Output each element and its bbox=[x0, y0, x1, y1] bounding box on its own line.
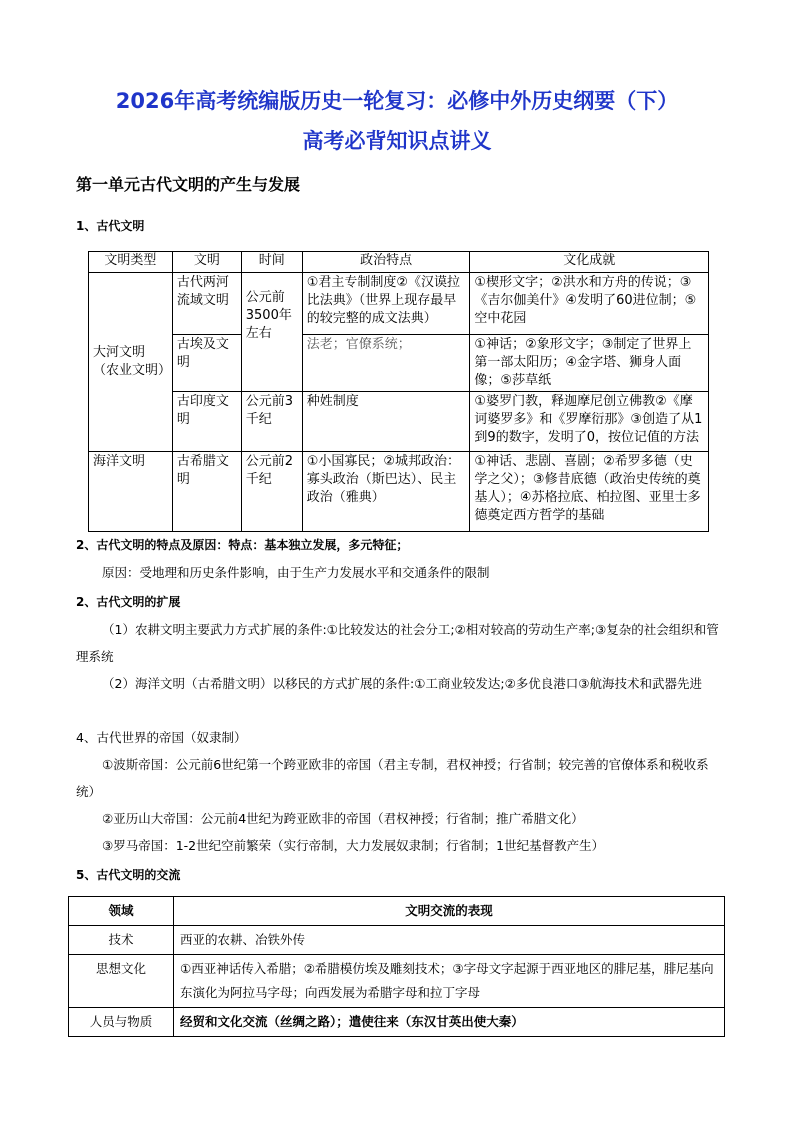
col-header-politics: 政治特点 bbox=[302, 252, 470, 273]
section3-paragraph1: （1）农耕文明主要武力方式扩展的条件:①比较发达的社会分工;②相对较高的劳动生产率;③复杂的社会组织和管理系统 bbox=[76, 622, 719, 664]
list-item: ③罗马帝国：1-2世纪空前繁荣（实行帝制，大力发展奴隶制；行省制；1世纪基督教产生） bbox=[102, 838, 605, 853]
section1-heading: 1、古代文明 bbox=[76, 219, 145, 233]
section5-heading: 5、古代文明的交流 bbox=[76, 868, 181, 882]
civ-cell: 古代两河流域文明 bbox=[172, 273, 241, 335]
section4-heading: 4、古代世界的帝国（奴隶制） bbox=[76, 730, 247, 745]
table-row bbox=[89, 452, 709, 532]
type-cell-ocean: 海洋文明 bbox=[89, 452, 173, 532]
civ-cell: 古印度文明 bbox=[172, 392, 241, 452]
politics-cell: ①小国寡民；②城邦政治：寡头政治（斯巴达）、民主政治（雅典） bbox=[302, 452, 470, 532]
field-cell: 人员与物质 bbox=[69, 1008, 174, 1037]
table-row bbox=[69, 955, 725, 1008]
col-header-civ: 文明 bbox=[172, 252, 241, 273]
document-title-line2: 高考必背知识点讲义 bbox=[302, 129, 492, 153]
type-cell-river: 大河文明（农业文明） bbox=[89, 273, 173, 452]
culture-cell: ①楔形文字；②洪水和方舟的传说；③《吉尔伽美什》④发明了60进位制；⑤空中花园 bbox=[470, 273, 709, 335]
table-row bbox=[89, 273, 709, 335]
civ-cell: 古埃及文明 bbox=[172, 335, 241, 392]
time-cell: 公元前2千纪 bbox=[241, 452, 302, 532]
table-row bbox=[89, 392, 709, 452]
table-row bbox=[69, 1008, 725, 1037]
ancient-civilizations-table bbox=[88, 251, 709, 532]
culture-cell: ①神话、悲剧、喜剧；②希罗多德（史学之父）；③修昔底德（政治史传统的奠基人）；④苏格拉底、柏拉图、亚里士多德奠定西方哲学的基础 bbox=[470, 452, 709, 532]
civilization-exchange-table bbox=[68, 896, 725, 1037]
politics-cell: 种姓制度 bbox=[302, 392, 470, 452]
list-item: ②亚历山大帝国：公元前4世纪为跨亚欧非的帝国（君权神授；行省制；推广希腊文化） bbox=[102, 811, 584, 826]
unit-title: 第一单元古代文明的产生与发展 bbox=[76, 175, 301, 194]
politics-cell: 法老；官僚系统； bbox=[302, 335, 470, 392]
section3-heading: 2、古代文明的扩展 bbox=[76, 595, 181, 609]
col-header-type: 文明类型 bbox=[89, 252, 173, 273]
field-cell: 技术 bbox=[69, 926, 174, 955]
content-cell: 经贸和文化交流（丝绸之路）；遣使往来（东汉甘英出使大秦） bbox=[174, 1008, 725, 1037]
table-row bbox=[69, 926, 725, 955]
table-header-row bbox=[69, 897, 725, 926]
politics-cell: ①君主专制制度②《汉谟拉比法典》（世界上现存最早的较完整的成文法典） bbox=[302, 273, 470, 335]
section2-reason: 原因：受地理和历史条件影响，由于生产力发展水平和交通条件的限制 bbox=[102, 565, 490, 580]
section4 bbox=[76, 724, 722, 859]
section3-paragraph2: （2）海洋文明（古希腊文明）以移民的方式扩展的条件:①工商业较发达;②多优良港口③航海技术和武器先进 bbox=[102, 676, 702, 691]
section2-heading: 2、古代文明的特点及原因：特点：基本独立发展，多元特征； bbox=[76, 538, 409, 552]
time-cell: 公元前3500年左右 bbox=[241, 273, 302, 392]
table-header-row bbox=[89, 252, 709, 273]
section3 bbox=[76, 589, 722, 697]
col-header-content: 文明交流的表现 bbox=[174, 897, 725, 926]
content-cell: ①西亚神话传入希腊；②希腊模仿埃及雕刻技术；③字母文字起源于西亚地区的腓尼基，腓尼基向东演化为阿拉马字母；向西发展为希腊字母和拉丁字母 bbox=[174, 955, 725, 1008]
col-header-culture: 文化成就 bbox=[470, 252, 709, 273]
field-cell: 思想文化 bbox=[69, 955, 174, 1008]
list-item: ①波斯帝国：公元前6世纪第一个跨亚欧非的帝国（君主专制，君权神授；行省制；较完善的官僚体系和税收系统） bbox=[76, 757, 709, 799]
col-header-time: 时间 bbox=[241, 252, 302, 273]
time-cell: 公元前3千纪 bbox=[241, 392, 302, 452]
civ-cell: 古希腊文明 bbox=[172, 452, 241, 532]
content-cell: 西亚的农耕、冶铁外传 bbox=[174, 926, 725, 955]
document-title-line1: 2026年高考统编版历史一轮复习：必修中外历史纲要（下） bbox=[115, 89, 679, 113]
table-row bbox=[89, 335, 709, 392]
culture-cell: ①神话；②象形文字；③制定了世界上第一部太阳历；④金字塔、狮身人面像；⑤莎草纸 bbox=[470, 335, 709, 392]
col-header-field: 领域 bbox=[69, 897, 174, 926]
section2 bbox=[76, 532, 722, 586]
culture-cell: ①婆罗门教，释迦摩尼创立佛教②《摩诃婆罗多》和《罗摩衍那》③创造了从1到9的数字，发明了0，按位记值的方法 bbox=[470, 392, 709, 452]
